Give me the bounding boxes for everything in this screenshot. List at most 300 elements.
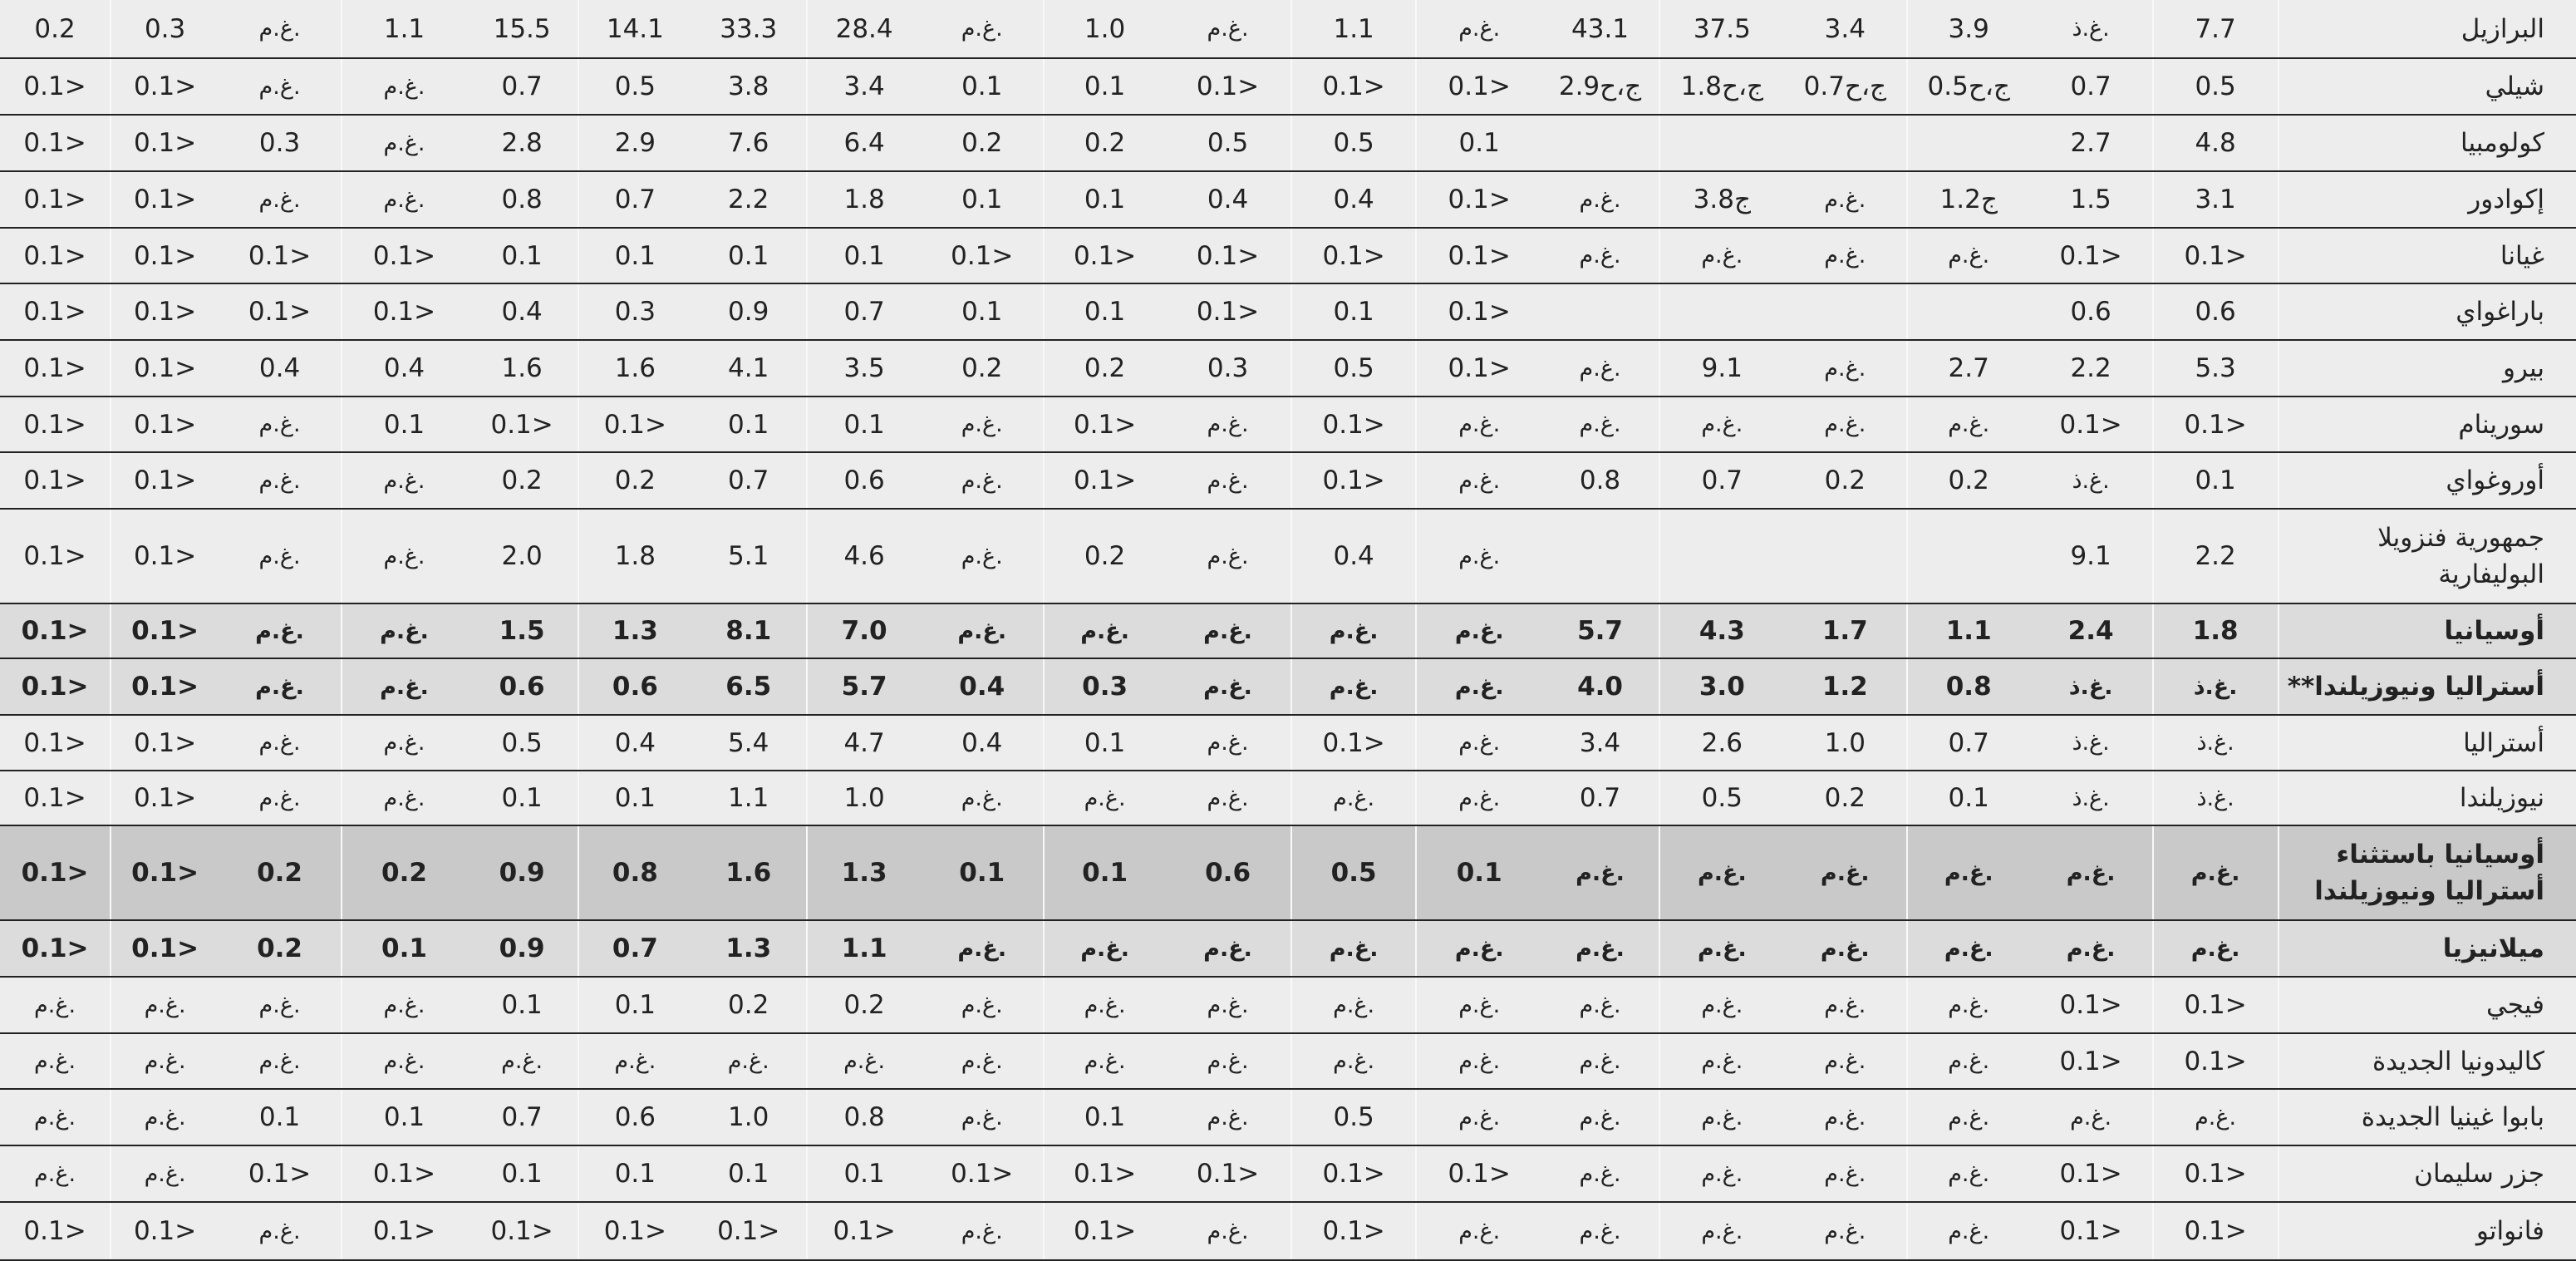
table-cell: 0.4 bbox=[342, 340, 466, 397]
table-cell: 0.5 bbox=[1291, 115, 1416, 171]
table-cell: غ.م. bbox=[1907, 1145, 2030, 1202]
table-cell: غ.م. bbox=[1541, 1033, 1659, 1089]
table-cell: 0.1> bbox=[1165, 228, 1291, 283]
table-cell: غ.م. bbox=[1416, 715, 1541, 771]
table-cell: 43.1 bbox=[1541, 0, 1659, 58]
table-cell: 0.1> bbox=[342, 283, 466, 340]
table-cell: غ.م. bbox=[1416, 1089, 1541, 1145]
table-cell: غ.م. bbox=[1416, 509, 1541, 603]
table-cell: 0.1> bbox=[466, 397, 578, 452]
table-cell: 0.1> bbox=[0, 825, 111, 920]
table-cell: 0.1 bbox=[2153, 452, 2279, 509]
table-cell: غ.م. bbox=[219, 452, 342, 509]
table-cell: غ.م. bbox=[2030, 920, 2153, 977]
table-cell bbox=[1659, 509, 1784, 603]
table-cell: 0.1 bbox=[219, 1089, 342, 1145]
table-cell: غ.م. bbox=[1165, 1202, 1291, 1260]
table-cell: 0.1> bbox=[691, 1202, 806, 1260]
table-cell: غ.م. bbox=[111, 977, 219, 1033]
table-cell: غ.م. bbox=[1907, 1202, 2030, 1260]
table-cell: غ.م. bbox=[1541, 228, 1659, 283]
table-cell: 28.4 bbox=[807, 0, 921, 58]
table-cell bbox=[1541, 283, 1659, 340]
table-cell: غ.م. bbox=[1659, 397, 1784, 452]
table-cell: 3.4 bbox=[1541, 715, 1659, 771]
row-label-country: كاليدونيا الجديدة bbox=[2279, 1033, 2576, 1089]
table-cell: غ.م. bbox=[1541, 977, 1659, 1033]
table-cell: 0.4 bbox=[1165, 171, 1291, 228]
table-cell: غ.م. bbox=[1907, 825, 2030, 920]
table-cell: غ.ذ. bbox=[2030, 658, 2153, 715]
table-cell: 0.2 bbox=[1784, 452, 1907, 509]
table-cell: غ.م. bbox=[1784, 1145, 1907, 1202]
table-row bbox=[0, 920, 2576, 977]
table-cell: 0.1 bbox=[1044, 1089, 1165, 1145]
table-cell: غ.م. bbox=[1416, 397, 1541, 452]
table-cell: غ.م. bbox=[1541, 1145, 1659, 1202]
table-cell: 0.7 bbox=[691, 452, 806, 509]
table-cell: 0.2 bbox=[219, 920, 342, 977]
table-cell: 0.1> bbox=[0, 1202, 111, 1260]
row-label-country: شيلي bbox=[2279, 58, 2576, 115]
table-cell: 2.0 bbox=[466, 509, 578, 603]
table-cell: 0.7 bbox=[1907, 715, 2030, 771]
table-cell: 15.5 bbox=[466, 0, 578, 58]
table-cell: غ.م. bbox=[219, 977, 342, 1033]
table-cell: 1.3 bbox=[807, 825, 921, 920]
table-cell bbox=[1907, 509, 2030, 603]
table-cell: 0.2 bbox=[1044, 509, 1165, 603]
table-cell: 3.9 bbox=[1907, 0, 2030, 58]
table-cell: 0.1> bbox=[111, 603, 219, 658]
table-cell: غ.م. bbox=[1165, 977, 1291, 1033]
table-cell: غ.م. bbox=[1291, 771, 1416, 825]
table-cell: غ.م. bbox=[219, 1202, 342, 1260]
table-cell: 0.7 bbox=[1659, 452, 1784, 509]
table-cell: 2.9 bbox=[578, 115, 691, 171]
table-cell: غ.م. bbox=[1291, 920, 1416, 977]
table-cell: 0.1> bbox=[111, 1202, 219, 1260]
table-row bbox=[0, 603, 2576, 658]
table-cell: 0.1 bbox=[921, 283, 1044, 340]
table-cell: غ.م. bbox=[1784, 920, 1907, 977]
table-cell: غ.م. bbox=[342, 771, 466, 825]
table-cell: غ.م. bbox=[1416, 452, 1541, 509]
table-cell: 0.1> bbox=[2153, 397, 2279, 452]
table-cell: غ.م. bbox=[1907, 397, 2030, 452]
table-cell: 0.5 bbox=[1659, 771, 1784, 825]
table-cell: 0.6 bbox=[578, 1089, 691, 1145]
table-cell: 0.2 bbox=[1044, 340, 1165, 397]
table-cell bbox=[1784, 509, 1907, 603]
table-cell: غ.م. bbox=[1165, 509, 1291, 603]
table-cell: 0.1> bbox=[219, 228, 342, 283]
table-cell: 0.2 bbox=[691, 977, 806, 1033]
table-cell: 0.3 bbox=[219, 115, 342, 171]
table-cell: 2.9ج،ح bbox=[1541, 58, 1659, 115]
table-cell bbox=[1659, 283, 1784, 340]
table-cell: 0.1> bbox=[0, 603, 111, 658]
table-cell: 5.3 bbox=[2153, 340, 2279, 397]
table-cell: 1.8ج،ح bbox=[1659, 58, 1784, 115]
table-cell: 0.1> bbox=[111, 509, 219, 603]
table-cell: غ.م. bbox=[219, 171, 342, 228]
table-cell: 0.6 bbox=[578, 658, 691, 715]
table-cell: 0.1> bbox=[0, 452, 111, 509]
table-cell bbox=[1541, 115, 1659, 171]
table-cell: 1.8 bbox=[807, 171, 921, 228]
table-cell: 0.2 bbox=[0, 0, 111, 58]
row-label-country: جزر سليمان bbox=[2279, 1145, 2576, 1202]
table-cell: غ.م. bbox=[1165, 920, 1291, 977]
table-cell: غ.م. bbox=[1659, 1202, 1784, 1260]
table-row bbox=[0, 340, 2576, 397]
row-label-country: جمهورية فنزويلا البوليفارية bbox=[2279, 509, 2576, 603]
table-cell: 0.2 bbox=[807, 977, 921, 1033]
table-cell: غ.ذ. bbox=[2153, 658, 2279, 715]
table-cell: غ.م. bbox=[1541, 825, 1659, 920]
table-cell: غ.م. bbox=[921, 452, 1044, 509]
table-cell: 0.6 bbox=[466, 658, 578, 715]
table-row bbox=[0, 115, 2576, 171]
table-cell: 0.1> bbox=[219, 1145, 342, 1202]
table-cell: 0.1 bbox=[807, 1145, 921, 1202]
table-cell: 0.1> bbox=[1165, 58, 1291, 115]
table-cell: غ.م. bbox=[1784, 825, 1907, 920]
table-cell: 9.1 bbox=[1659, 340, 1784, 397]
table-cell: غ.م. bbox=[342, 171, 466, 228]
table-cell: 0.1 bbox=[921, 171, 1044, 228]
table-cell: 0.1> bbox=[1416, 171, 1541, 228]
row-label-country: باراغواي bbox=[2279, 283, 2576, 340]
table-cell: غ.م. bbox=[1165, 397, 1291, 452]
table-cell: غ.م. bbox=[342, 58, 466, 115]
table-cell: 1.7 bbox=[1784, 603, 1907, 658]
table-cell: 3.5 bbox=[807, 340, 921, 397]
table-cell: 0.8 bbox=[466, 171, 578, 228]
table-cell: 0.2 bbox=[342, 825, 466, 920]
table-cell: 3.0 bbox=[1659, 658, 1784, 715]
table-cell: 0.1> bbox=[2153, 1033, 2279, 1089]
table-cell: غ.م. bbox=[1165, 0, 1291, 58]
table-cell: 0.1> bbox=[0, 509, 111, 603]
table-row bbox=[0, 452, 2576, 509]
table-cell: 0.7 bbox=[578, 171, 691, 228]
table-cell: 0.7 bbox=[1541, 771, 1659, 825]
table-cell: 0.1> bbox=[111, 825, 219, 920]
row-label-country: نيوزيلندا bbox=[2279, 771, 2576, 825]
table-cell: 1.5 bbox=[466, 603, 578, 658]
table-cell: 0.1> bbox=[1416, 228, 1541, 283]
table-cell: غ.م. bbox=[219, 603, 342, 658]
table-cell: 0.1> bbox=[1291, 715, 1416, 771]
table-cell: 1.1 bbox=[342, 0, 466, 58]
table-cell: 0.7 bbox=[2030, 58, 2153, 115]
table-cell: غ.م. bbox=[2153, 825, 2279, 920]
table-cell: 0.1> bbox=[0, 397, 111, 452]
table-cell: 0.1 bbox=[807, 228, 921, 283]
table-cell: 0.2 bbox=[466, 452, 578, 509]
table-cell: غ.م. bbox=[1291, 603, 1416, 658]
table-cell: 0.1 bbox=[466, 228, 578, 283]
table-row bbox=[0, 58, 2576, 115]
table-cell: 0.1> bbox=[1291, 228, 1416, 283]
table-cell: غ.م. bbox=[1044, 603, 1165, 658]
table-cell: 0.1> bbox=[921, 1145, 1044, 1202]
table-row bbox=[0, 1089, 2576, 1145]
table-cell: 0.1 bbox=[342, 397, 466, 452]
table-cell: 3.1 bbox=[2153, 171, 2279, 228]
table-cell: 0.1> bbox=[111, 771, 219, 825]
table-cell: غ.م. bbox=[111, 1033, 219, 1089]
table-cell: 1.2 bbox=[1784, 658, 1907, 715]
table-cell: 0.1> bbox=[0, 715, 111, 771]
table-cell: 4.0 bbox=[1541, 658, 1659, 715]
table-cell: غ.م. bbox=[1416, 603, 1541, 658]
table-cell: 5.1 bbox=[691, 509, 806, 603]
table-cell: 0.1 bbox=[578, 1145, 691, 1202]
table-cell: غ.م. bbox=[2153, 920, 2279, 977]
table-cell: 0.2 bbox=[921, 115, 1044, 171]
table-cell: 1.1 bbox=[691, 771, 806, 825]
table-cell: غ.م. bbox=[1165, 658, 1291, 715]
table-cell: غ.م. bbox=[2030, 1089, 2153, 1145]
table-cell: 2.7 bbox=[1907, 340, 2030, 397]
row-label-country: فيجي bbox=[2279, 977, 2576, 1033]
table-cell: 0.1> bbox=[1044, 228, 1165, 283]
table-cell: 0.1 bbox=[342, 920, 466, 977]
table-row bbox=[0, 283, 2576, 340]
table-cell: غ.ذ. bbox=[2030, 0, 2153, 58]
table-cell: غ.م. bbox=[1784, 171, 1907, 228]
table-cell: 0.1 bbox=[1044, 283, 1165, 340]
table-cell: 0.9 bbox=[466, 920, 578, 977]
table-cell: غ.م. bbox=[578, 1033, 691, 1089]
table-cell: غ.م. bbox=[1291, 658, 1416, 715]
table-cell: غ.م. bbox=[1165, 1033, 1291, 1089]
row-label-country: كولومبيا bbox=[2279, 115, 2576, 171]
table-cell: غ.م. bbox=[1907, 920, 2030, 977]
table-cell: 1.1 bbox=[807, 920, 921, 977]
table-cell: 0.1> bbox=[466, 1202, 578, 1260]
table-cell: غ.م. bbox=[1659, 1089, 1784, 1145]
table-cell: غ.م. bbox=[342, 603, 466, 658]
table-cell: 1.3 bbox=[578, 603, 691, 658]
table-cell: 0.1 bbox=[1416, 825, 1541, 920]
table-row bbox=[0, 397, 2576, 452]
table-cell: 0.5ج،ح bbox=[1907, 58, 2030, 115]
table-cell: غ.م. bbox=[1541, 1089, 1659, 1145]
table-cell: غ.م. bbox=[1541, 920, 1659, 977]
table-cell: 0.3 bbox=[1165, 340, 1291, 397]
table-cell: غ.م. bbox=[1416, 658, 1541, 715]
table-cell: غ.م. bbox=[1541, 171, 1659, 228]
table-cell: 0.1> bbox=[1165, 1145, 1291, 1202]
table-cell: غ.م. bbox=[0, 1033, 111, 1089]
table-row bbox=[0, 715, 2576, 771]
table-cell: 0.1> bbox=[111, 115, 219, 171]
table-cell: 0.1 bbox=[578, 771, 691, 825]
row-label-country: بيرو bbox=[2279, 340, 2576, 397]
table-cell: 0.1 bbox=[342, 1089, 466, 1145]
table-cell bbox=[1907, 115, 2030, 171]
table-cell: غ.م. bbox=[691, 1033, 806, 1089]
table-cell: 7.7 bbox=[2153, 0, 2279, 58]
row-label-country: أوروغواي bbox=[2279, 452, 2576, 509]
table-cell: غ.م. bbox=[219, 1033, 342, 1089]
table-cell: 1.0 bbox=[807, 771, 921, 825]
table-cell: 0.1> bbox=[578, 1202, 691, 1260]
table-cell: 0.7 bbox=[578, 920, 691, 977]
table-cell: 2.2 bbox=[2153, 509, 2279, 603]
table-cell: 0.1> bbox=[111, 283, 219, 340]
table-cell: 2.6 bbox=[1659, 715, 1784, 771]
table-cell: 0.1 bbox=[691, 397, 806, 452]
table-cell: 0.7 bbox=[807, 283, 921, 340]
table-cell: 0.1> bbox=[1416, 340, 1541, 397]
table-cell: 2.2 bbox=[691, 171, 806, 228]
table-cell: غ.م. bbox=[1907, 977, 2030, 1033]
table-cell: 0.4 bbox=[466, 283, 578, 340]
table-cell: غ.ذ. bbox=[2030, 715, 2153, 771]
table-cell: 0.3 bbox=[578, 283, 691, 340]
row-label-country: بابوا غينيا الجديدة bbox=[2279, 1089, 2576, 1145]
table-cell: 0.1> bbox=[807, 1202, 921, 1260]
table-cell: 4.8 bbox=[2153, 115, 2279, 171]
table-cell: 14.1 bbox=[578, 0, 691, 58]
table-row bbox=[0, 0, 2576, 58]
table-cell: 0.2 bbox=[1044, 115, 1165, 171]
table-cell: 0.1> bbox=[111, 658, 219, 715]
table-cell: 0.2 bbox=[1907, 452, 2030, 509]
table-cell: 0.1> bbox=[342, 1145, 466, 1202]
table-cell: 0.1> bbox=[578, 397, 691, 452]
table-cell: غ.م. bbox=[1784, 1033, 1907, 1089]
table-cell: غ.م. bbox=[1541, 340, 1659, 397]
table-cell: 0.1> bbox=[2153, 1202, 2279, 1260]
table-cell: غ.م. bbox=[1165, 1089, 1291, 1145]
table-cell: غ.م. bbox=[1784, 977, 1907, 1033]
table-cell: 0.1> bbox=[0, 115, 111, 171]
table-cell: 0.1 bbox=[1044, 715, 1165, 771]
table-cell: غ.م. bbox=[1416, 977, 1541, 1033]
table-cell: غ.م. bbox=[2030, 825, 2153, 920]
table-cell: 0.6 bbox=[2153, 283, 2279, 340]
table-cell: 37.5 bbox=[1659, 0, 1784, 58]
table-cell: غ.م. bbox=[342, 658, 466, 715]
table-cell: غ.م. bbox=[342, 977, 466, 1033]
row-label-country: أوسيانيا باستثناء أستراليا ونيوزيلندا bbox=[2279, 825, 2576, 920]
table-cell: 0.5 bbox=[1165, 115, 1291, 171]
table-cell: 0.1> bbox=[1416, 1145, 1541, 1202]
table-cell: 3.4 bbox=[807, 58, 921, 115]
table-cell: 0.1 bbox=[578, 228, 691, 283]
table-cell: 5.7 bbox=[807, 658, 921, 715]
table-cell: 1.8 bbox=[2153, 603, 2279, 658]
table-cell: 0.1> bbox=[111, 452, 219, 509]
table-cell: غ.ذ. bbox=[2153, 771, 2279, 825]
table-cell: 0.9 bbox=[691, 283, 806, 340]
table-cell: غ.م. bbox=[342, 715, 466, 771]
table-cell: 0.1> bbox=[1044, 1145, 1165, 1202]
table-cell: 5.4 bbox=[691, 715, 806, 771]
table-cell: 0.4 bbox=[921, 715, 1044, 771]
table-cell bbox=[1907, 283, 2030, 340]
table-cell: 0.1 bbox=[466, 771, 578, 825]
table-cell: 0.1 bbox=[691, 228, 806, 283]
table-cell: غ.م. bbox=[921, 509, 1044, 603]
table-cell: 1.0 bbox=[1044, 0, 1165, 58]
table-cell: 0.1 bbox=[921, 825, 1044, 920]
table-cell: غ.م. bbox=[1659, 825, 1784, 920]
table-cell: غ.م. bbox=[219, 0, 342, 58]
table-row bbox=[0, 977, 2576, 1033]
table-cell: 1.5 bbox=[2030, 171, 2153, 228]
table-cell: 0.1> bbox=[1044, 397, 1165, 452]
table-cell: 6.5 bbox=[691, 658, 806, 715]
table-cell: 1.1 bbox=[1907, 603, 2030, 658]
table-cell: غ.م. bbox=[921, 1033, 1044, 1089]
table-cell: 3.4 bbox=[1784, 0, 1907, 58]
table-cell: غ.م. bbox=[1416, 1202, 1541, 1260]
table-cell: 0.1> bbox=[921, 228, 1044, 283]
table-cell: 0.1 bbox=[921, 58, 1044, 115]
row-label-country: أوسيانيا bbox=[2279, 603, 2576, 658]
table-cell: 1.2ج bbox=[1907, 171, 2030, 228]
table-cell: 0.1 bbox=[1416, 115, 1541, 171]
table-cell: 0.9 bbox=[466, 825, 578, 920]
table-cell: 1.6 bbox=[466, 340, 578, 397]
table-cell bbox=[1784, 283, 1907, 340]
table-cell: 0.1 bbox=[1044, 825, 1165, 920]
table-cell: 0.1> bbox=[2030, 1202, 2153, 1260]
table-cell: 33.3 bbox=[691, 0, 806, 58]
table-cell bbox=[1541, 509, 1659, 603]
table-cell: غ.م. bbox=[921, 1089, 1044, 1145]
table-cell: 0.1> bbox=[111, 715, 219, 771]
table-cell: 0.1> bbox=[1165, 283, 1291, 340]
table-cell: غ.ذ. bbox=[2030, 771, 2153, 825]
row-label-country: فانواتو bbox=[2279, 1202, 2576, 1260]
table-cell: غ.ذ. bbox=[2153, 715, 2279, 771]
table-cell: غ.م. bbox=[1784, 1202, 1907, 1260]
table-cell: 2.4 bbox=[2030, 603, 2153, 658]
table-cell: غ.م. bbox=[1907, 1089, 2030, 1145]
table-cell: غ.م. bbox=[921, 1202, 1044, 1260]
table-cell: غ.م. bbox=[1659, 228, 1784, 283]
table-cell: 0.1> bbox=[1291, 1145, 1416, 1202]
table-cell: غ.م. bbox=[1165, 771, 1291, 825]
table-cell: 0.4 bbox=[921, 658, 1044, 715]
table-cell: غ.م. bbox=[807, 1033, 921, 1089]
table-cell: 0.1> bbox=[2030, 397, 2153, 452]
table-cell: 0.5 bbox=[466, 715, 578, 771]
table-cell: 0.2 bbox=[578, 452, 691, 509]
table-cell: 0.1> bbox=[111, 228, 219, 283]
table-cell: غ.م. bbox=[1416, 920, 1541, 977]
table-cell: 0.1> bbox=[2030, 228, 2153, 283]
table-cell: غ.م. bbox=[1784, 340, 1907, 397]
table-cell: غ.م. bbox=[1165, 603, 1291, 658]
table-cell: غ.م. bbox=[342, 452, 466, 509]
table-cell: 0.1> bbox=[1291, 452, 1416, 509]
table-cell: غ.م. bbox=[0, 1089, 111, 1145]
table-cell: 9.1 bbox=[2030, 509, 2153, 603]
table-cell: غ.م. bbox=[921, 603, 1044, 658]
table-cell: 0.5 bbox=[578, 58, 691, 115]
table-cell: غ.م. bbox=[0, 1145, 111, 1202]
table-cell: 0.1> bbox=[111, 340, 219, 397]
